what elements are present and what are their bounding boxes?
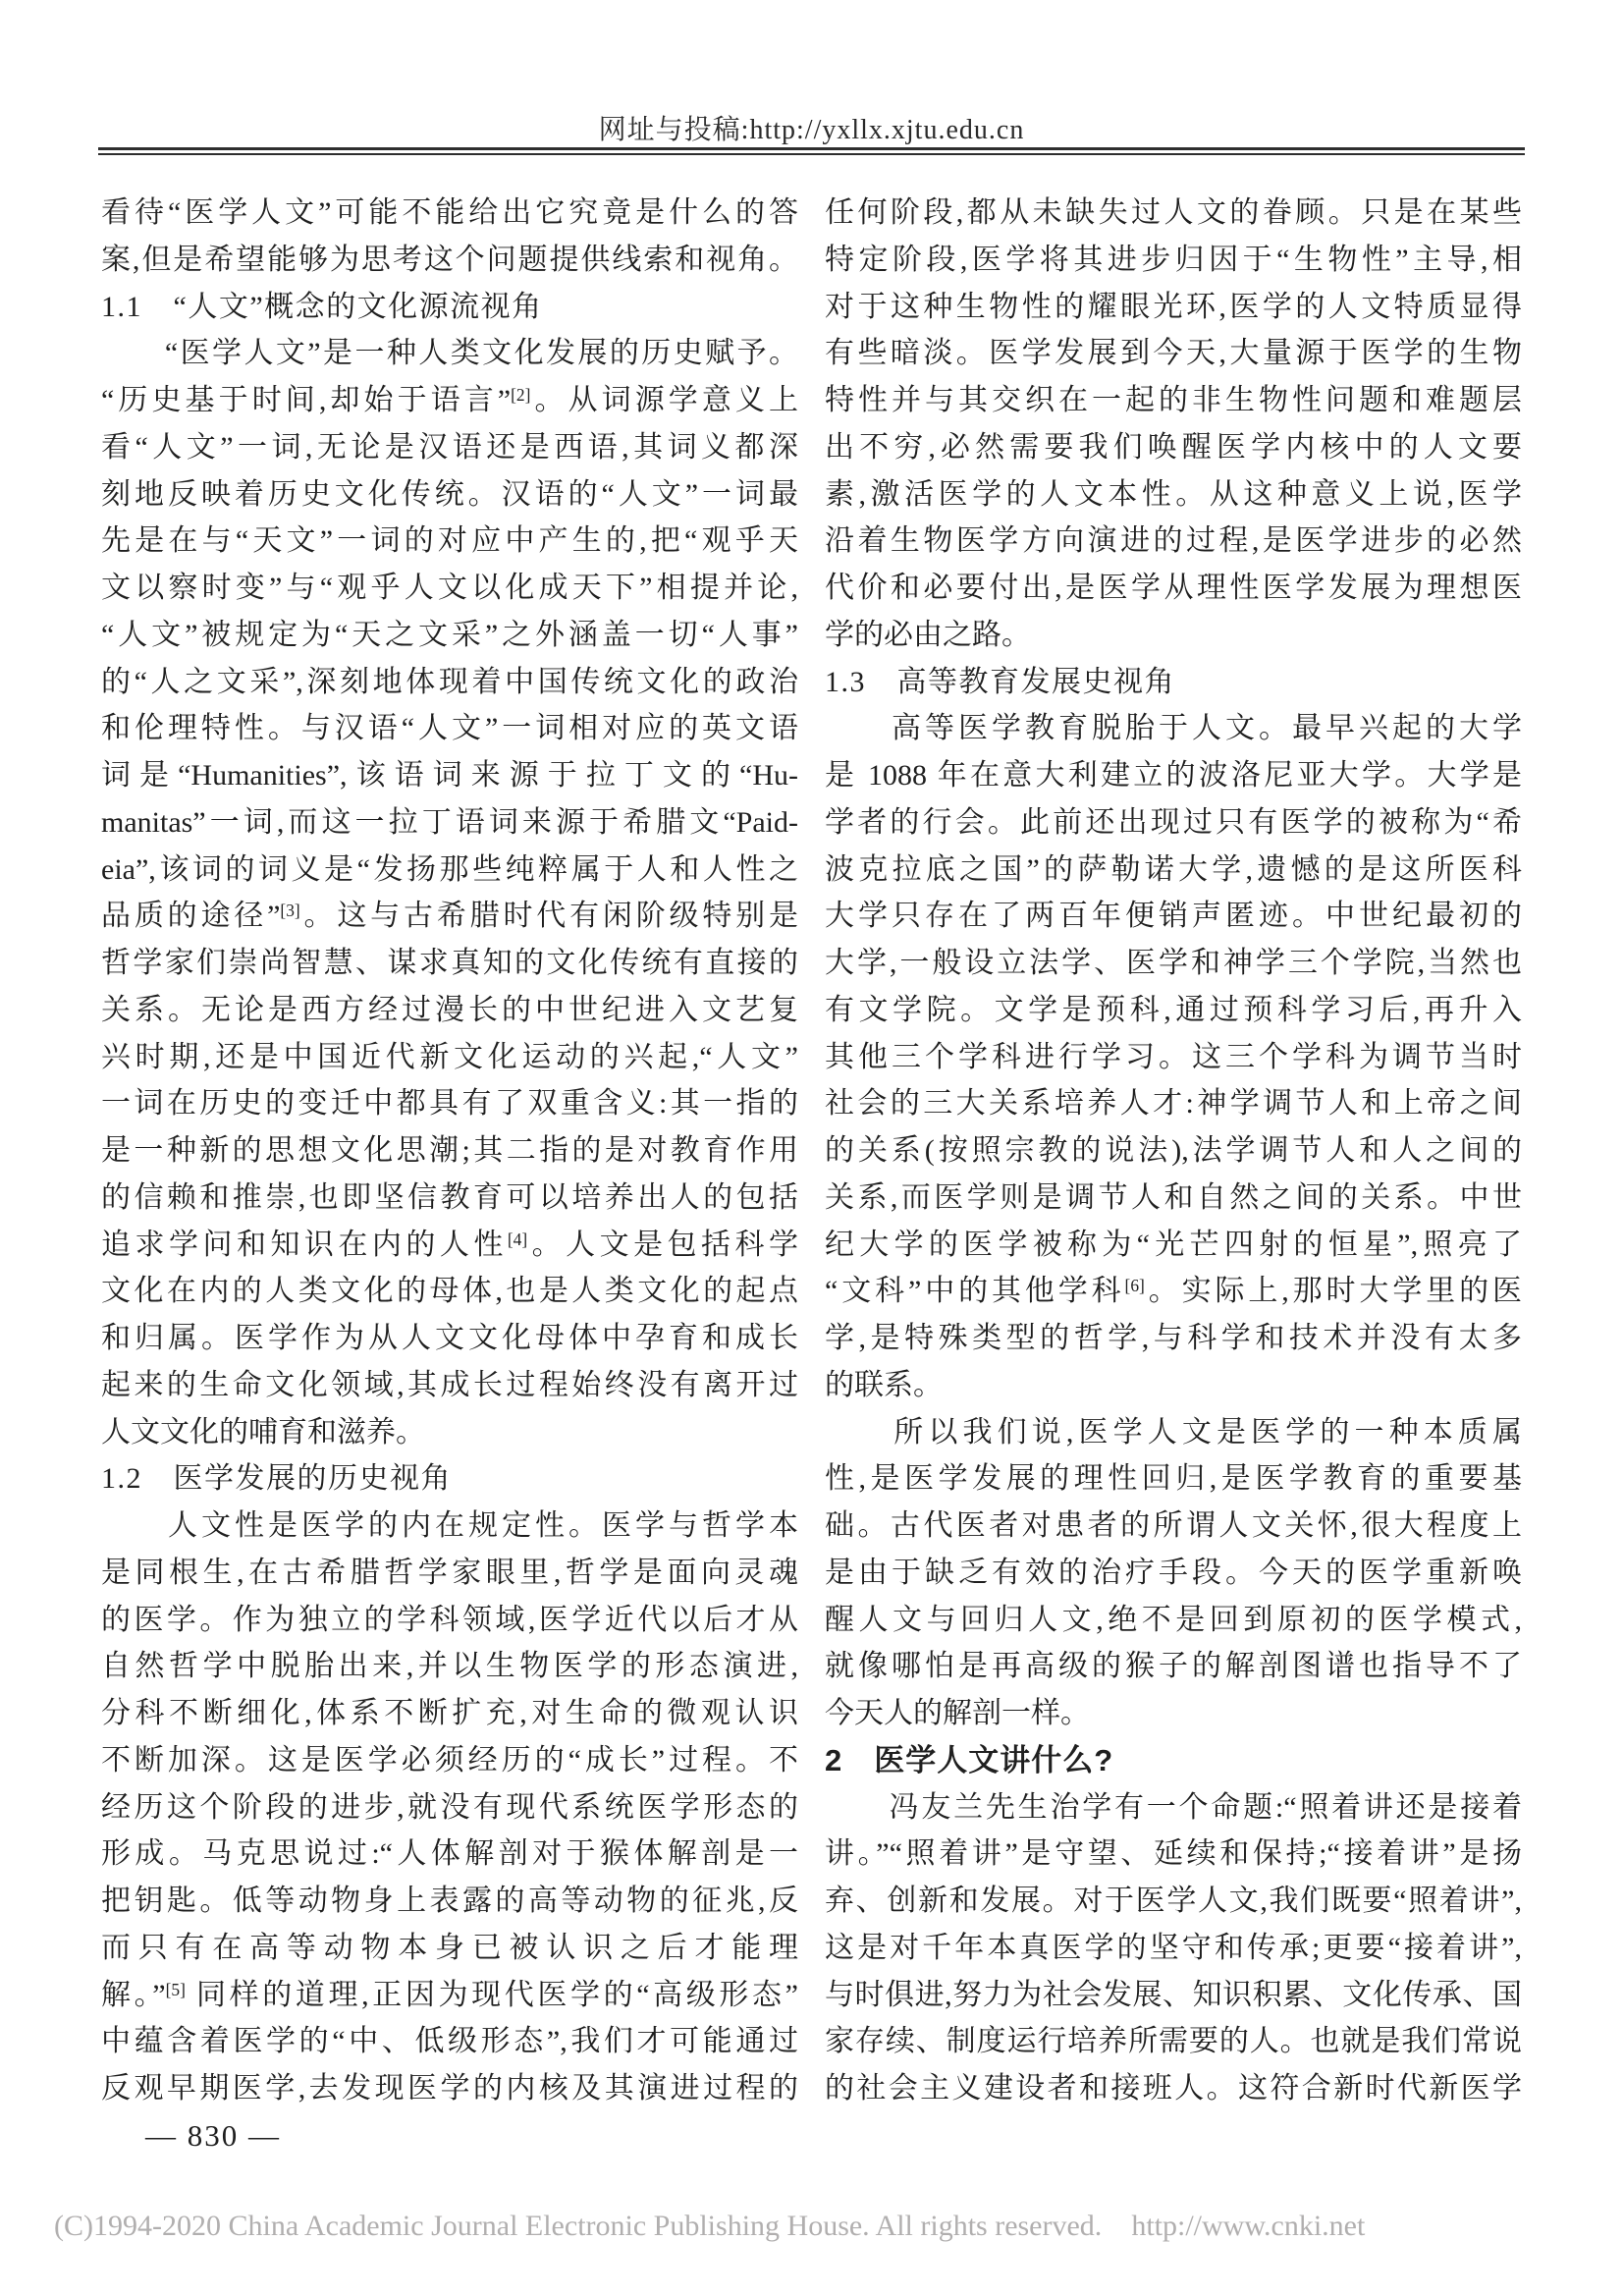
text-line: 今天人的解剖一样。 bbox=[825, 1697, 1090, 1729]
text-line: 形成。马克思说过:“人体解剖对于猴体解剖是一 bbox=[101, 1837, 798, 1871]
column-left bbox=[101, 190, 798, 2112]
text-line: 学者的行会。此前还出现过只有医学的被称为“希 bbox=[825, 805, 1522, 839]
text-line: 这是对千年本真医学的坚守和传承;更要“接着讲”, bbox=[825, 1931, 1522, 1964]
text-line: 的联系。 bbox=[825, 1368, 943, 1401]
footer-cnki-url: http://www.cnki.net bbox=[1131, 2210, 1366, 2242]
text-line: 是一种新的思想文化思潮;其二指的是对教育作用 bbox=[101, 1134, 798, 1167]
text-line: “文科”中的其他学科[6]。实际上,那时大学里的医 bbox=[825, 1275, 1522, 1308]
text-line: 和归属。医学作为从人文文化母体中孕育和成长 bbox=[101, 1322, 798, 1354]
text-line: 文化在内的人类文化的母体,也是人类文化的起点 bbox=[101, 1275, 798, 1308]
text-line: 特定阶段,医学将其进步归因于“生物性”主导,相 bbox=[825, 243, 1522, 276]
text-line: 人文文化的哺育和滋养。 bbox=[101, 1415, 425, 1449]
text-line: 特性并与其交织在一起的非生物性问题和难题层 bbox=[825, 384, 1522, 416]
text-line: “人文”被规定为“天之文采”之外涵盖一切“人事” bbox=[101, 618, 798, 651]
text-line: 素,激活医学的人文本性。从这种意义上说,医学 bbox=[825, 477, 1522, 511]
text-line: 醒人文与回归人文,绝不是回到原初的医学模式, bbox=[825, 1603, 1522, 1636]
text-line: 是同根生,在古希腊哲学家眼里,哲学是面向灵魂 bbox=[101, 1556, 798, 1589]
text-line: 学,是特殊类型的哲学,与科学和技术并没有太多 bbox=[825, 1322, 1522, 1354]
text-line: 分科不断细化,体系不断扩充,对生命的微观认识 bbox=[101, 1697, 798, 1729]
text-line: 哲学家们崇尚智慧、谋求真知的文化传统有直接的 bbox=[101, 947, 798, 979]
text-line: 的医学。作为独立的学科领域,医学近代以后才从 bbox=[101, 1603, 798, 1636]
text-line: eia”,该词的词义是“发扬那些纯粹属于人和人性之 bbox=[101, 852, 798, 886]
text-line: 而只有在高等动物本身已被认识之后才能理 bbox=[101, 1931, 798, 1964]
text-line: 词是“Humanities”,该语词来源于拉丁文的“Hu- bbox=[101, 759, 798, 792]
column-right bbox=[825, 190, 1522, 2112]
text-line: 是 1088 年在意大利建立的波洛尼亚大学。大学是 bbox=[825, 759, 1522, 792]
header-rule bbox=[98, 147, 1525, 155]
text-line: 社会的三大关系培养人才:神学调节人和上帝之间 bbox=[825, 1087, 1522, 1121]
text-line: 经历这个阶段的进步,就没有现代系统医学形态的 bbox=[101, 1790, 798, 1824]
text-line: 有文学院。文学是预科,通过预科学习后,再升入 bbox=[825, 993, 1522, 1026]
text-line: 与时俱进,努力为社会发展、知识积累、文化传承、国 bbox=[825, 1978, 1522, 2011]
text-line: 不断加深。这是医学必须经历的“成长”过程。不 bbox=[101, 1743, 798, 1777]
text-line: 大学,一般设立法学、医学和神学三个学院,当然也 bbox=[825, 947, 1522, 979]
text-line: 的信赖和推崇,也即坚信教育可以培养出人的包括 bbox=[101, 1180, 798, 1214]
section-heading: 2 医学人文讲什么? bbox=[825, 1742, 1114, 1777]
text-line: 自然哲学中脱胎出来,并以生物医学的形态演进, bbox=[101, 1650, 798, 1683]
text-line: 冯友兰先生治学有一个命题:“照着讲还是接着 bbox=[825, 1790, 1522, 1824]
text-line: 任何阶段,都从未缺失过人文的眷顾。只是在某些 bbox=[825, 196, 1522, 229]
text-line: “医学人文”是一种人类文化发展的历史赋予。 bbox=[101, 337, 798, 370]
text-line: 沿着生物医学方向演进的过程,是医学进步的必然 bbox=[825, 524, 1522, 558]
text-line: 弃、创新和发展。对于医学人文,我们既要“照着讲”, bbox=[825, 1885, 1522, 1917]
text-line: 反观早期医学,去发现医学的内核及其演进过程的 bbox=[101, 2072, 798, 2105]
text-line: 讲。”“照着讲”是守望、延续和保持;“接着讲”是扬 bbox=[825, 1837, 1522, 1871]
text-line: 的“人之文采”,深刻地体现着中国传统文化的政治 bbox=[101, 665, 798, 698]
text-line: 人文性是医学的内在规定性。医学与哲学本 bbox=[101, 1509, 798, 1542]
text-line: 一词在历史的变迁中都具有了双重含义:其一指的 bbox=[101, 1087, 798, 1121]
text-line: 追求学问和知识在内的人性[4]。人文是包括科学 bbox=[101, 1228, 799, 1261]
footer bbox=[54, 2210, 1488, 2243]
text-line: 的社会主义建设者和接班人。这符合新时代新医学 bbox=[825, 2072, 1522, 2105]
page-number: — 830 — bbox=[145, 2118, 281, 2153]
text-line: 起来的生命文化领域,其成长过程始终没有离开过 bbox=[101, 1368, 798, 1401]
text-line: 对于这种生物性的耀眼光环,医学的人文特质显得 bbox=[825, 290, 1522, 323]
text-line: 刻地反映着历史文化传统。汉语的“人文”一词最 bbox=[101, 477, 798, 511]
text-line: 兴时期,还是中国近代新文化运动的兴起,“人文” bbox=[101, 1040, 798, 1073]
text-line: 就像哪怕是再高级的猴子的解剖图谱也指导不了 bbox=[825, 1650, 1522, 1683]
text-line: 出不穷,必然需要我们唤醒医学内核中的人文要 bbox=[825, 430, 1522, 464]
section-heading: 1.1 “人文”概念的文化源流视角 bbox=[101, 290, 543, 323]
text-line: 的关系(按照宗教的说法),法学调节人和人之间的 bbox=[825, 1134, 1522, 1167]
text-line: 关系。无论是西方经过漫长的中世纪进入文艺复 bbox=[101, 993, 798, 1026]
text-line: 看待“医学人文”可能不能给出它究竟是什么的答 bbox=[101, 196, 798, 229]
text-line: 学的必由之路。 bbox=[825, 618, 1031, 651]
text-line: 其他三个学科进行学习。这三个学科为调节当时 bbox=[825, 1040, 1522, 1073]
text-line: 是由于缺乏有效的治疗手段。今天的医学重新唤 bbox=[825, 1556, 1522, 1589]
article-body bbox=[101, 190, 1522, 2112]
text-line: 代价和必要付出,是医学从理性医学发展为理想医 bbox=[825, 572, 1522, 604]
text-line: 关系,而医学则是调节人和自然之间的关系。中世 bbox=[825, 1180, 1522, 1214]
section-heading: 1.2 医学发展的历史视角 bbox=[101, 1462, 452, 1496]
text-line: 把钥匙。低等动物身上表露的高等动物的征兆,反 bbox=[101, 1885, 798, 1917]
text-line: 案,但是希望能够为思考这个问题提供线索和视角。 bbox=[101, 243, 798, 276]
text-line: 础。古代医者对患者的所谓人文关怀,很大程度上 bbox=[825, 1509, 1522, 1542]
text-line: 品质的途径”[3]。这与古希腊时代有闲阶级特别是 bbox=[101, 900, 798, 933]
text-line: 大学只存在了两百年便销声匿迹。中世纪最初的 bbox=[825, 900, 1522, 933]
text-line: 有些暗淡。医学发展到今天,大量源于医学的生物 bbox=[825, 337, 1522, 370]
footer-copyright: (C)1994-2020 China Academic Journal Electronic Publishing House. All rights reserved. bbox=[54, 2210, 1103, 2242]
header-site-url: 网址与投稿:http://yxllx.xjtu.edu.cn bbox=[598, 115, 1025, 145]
text-line: 和伦理特性。与汉语“人文”一词相对应的英文语 bbox=[101, 712, 798, 745]
text-line: 纪大学的医学被称为“光芒四射的恒星”,照亮了 bbox=[825, 1228, 1522, 1261]
text-line: 所以我们说,医学人文是医学的一种本质属 bbox=[825, 1415, 1522, 1449]
text-line: 看“人文”一词,无论是汉语还是西语,其词义都深 bbox=[101, 430, 798, 464]
text-line: manitas”一词,而这一拉丁语词来源于希腊文“Paid- bbox=[101, 805, 798, 839]
text-line: 高等医学教育脱胎于人文。最早兴起的大学 bbox=[825, 712, 1522, 745]
text-line: 波克拉底之国”的萨勒诺大学,遗憾的是这所医科 bbox=[825, 852, 1522, 886]
text-line: 中蕴含着医学的“中、低级形态”,我们才可能通过 bbox=[101, 2025, 798, 2058]
text-line: 先是在与“天文”一词的对应中产生的,把“观乎天 bbox=[101, 524, 798, 558]
text-line: 家存续、制度运行培养所需要的人。也就是我们常说 bbox=[825, 2025, 1522, 2058]
text-line: “历史基于时间,却始于语言”[2]。从词源学意义上 bbox=[101, 384, 798, 416]
text-line: 性,是医学发展的理性回归,是医学教育的重要基 bbox=[825, 1462, 1522, 1496]
text-line: 解。”[5] 同样的道理,正因为现代医学的“高级形态” bbox=[101, 1978, 798, 2011]
text-line: 文以察时变”与“观乎人文以化成天下”相提并论, bbox=[101, 572, 798, 604]
section-heading: 1.3 高等教育发展史视角 bbox=[825, 665, 1175, 698]
